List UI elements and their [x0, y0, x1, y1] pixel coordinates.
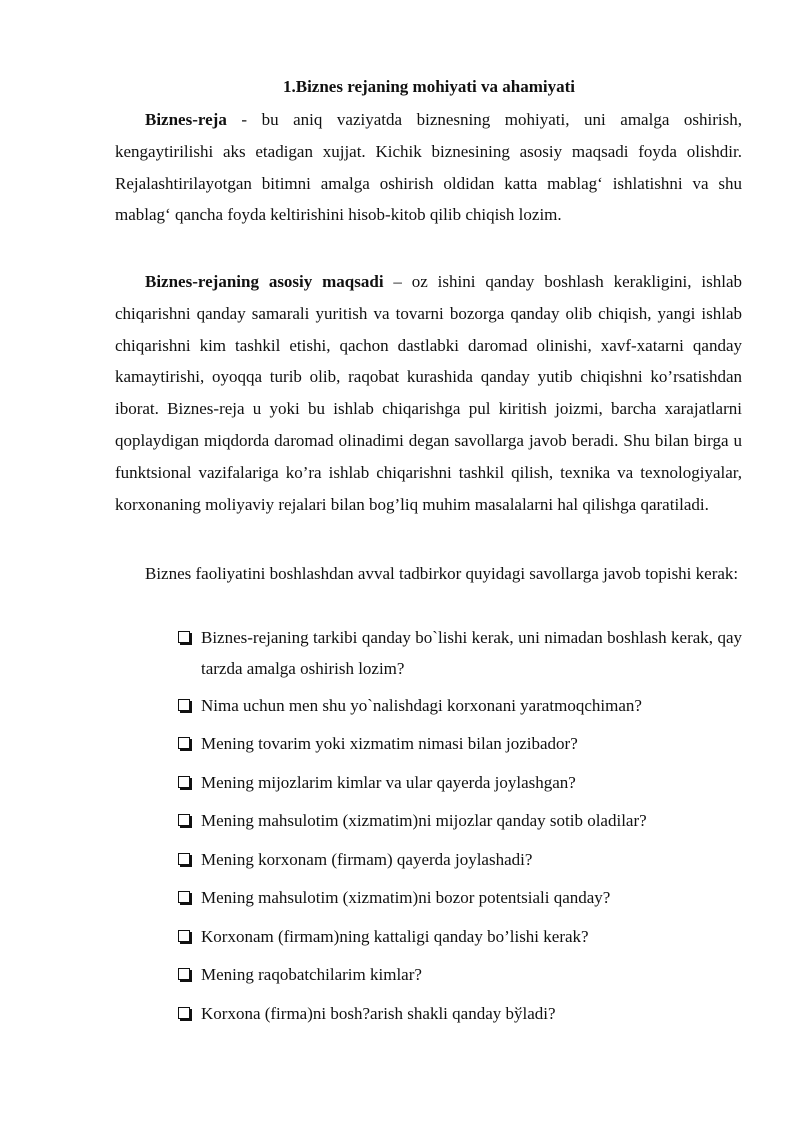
paragraph-purpose — [115, 266, 742, 520]
checkbox-icon — [178, 699, 190, 711]
list-item — [178, 844, 742, 875]
question-checklist — [178, 622, 742, 1036]
list-item-text: Mening tovarim yoki xizmatim nimasi bilan jozibador? — [201, 734, 578, 753]
checkbox-icon — [178, 853, 190, 865]
checkbox-icon — [178, 631, 190, 643]
list-item — [178, 690, 742, 721]
checkbox-icon — [178, 930, 190, 942]
paragraph-text: – oz ishini qanday boshlash kerakligini, ishlab chiqarishni qanday samarali yuritish va tovarni bozorga qanday olib chiqish, yangi ishlab chiqarishni kim tashkil etishi, qachon dastlabki daromad olinishi, xavf-xatarni qanday kamaytirishi, oyoqqa turib olib, raqobat kurashida qanday yutib chiqishni ko’rsatishdan iborat. Biznes-reja u yoki bu ishlab chiqarishga pul kiritish joizmi, barcha xarajatlarni qoplaydigan miqdorda daromad olinadimi degan savollarga javob beradi. Shu bilan birga u funktsional vazifalariga ko’ra ishlab chiqarishni tashkil qilish, texnika va texnologiyalar, korxonaning moliyaviy rejalari bilan bog’liq muhim masalalarni hal qilishga qaratiladi. — [115, 272, 742, 514]
paragraph-definition — [115, 104, 742, 231]
list-item-text: Mening mahsulotim (xizmatim)ni bozor potentsiali qanday? — [201, 888, 611, 907]
list-item-text: Mening mahsulotim (xizmatim)ni mijozlar qanday sotib oladilar? — [201, 811, 647, 830]
term-biznes-reja: Biznes-reja — [145, 110, 227, 129]
list-item — [178, 921, 742, 952]
list-item — [178, 959, 742, 990]
checkbox-icon — [178, 737, 190, 749]
paragraph-intro-questions — [115, 558, 742, 590]
section-heading: 1.Biznes rejaning mohiyati va ahamiyati — [283, 77, 575, 96]
list-item — [178, 998, 742, 1029]
list-item-text: Korxona (firma)ni bosh?arish shakli qanday bўladi? — [201, 1003, 556, 1023]
checkbox-icon — [178, 1007, 190, 1019]
list-item — [178, 805, 742, 836]
checkbox-icon — [178, 891, 190, 903]
list-item-text: Mening raqobatchilarim kimlar? — [201, 965, 422, 984]
list-item-text: Korxonam (firmam)ning kattaligi qanday bo’lishi kerak? — [201, 926, 589, 946]
list-item — [178, 622, 742, 684]
list-item-text: Nima uchun men shu yo`nalishdagi korxonani yaratmoqchiman? — [201, 695, 642, 715]
list-item — [178, 767, 742, 798]
checkbox-icon — [178, 968, 190, 980]
list-item-text: Biznes-rejaning tarkibi qanday bo`lishi kerak, uni nimadan boshlash kerak, qay tarzda amalga oshirish lozim? — [201, 628, 742, 678]
checkbox-icon — [178, 776, 190, 788]
checkbox-icon — [178, 814, 190, 826]
list-item-text: Mening korxonam (firmam) qayerda joylashadi? — [201, 849, 533, 869]
paragraph-text: - bu aniq vaziyatda biznesning mohiyati, uni amalga oshirish, kengaytirilishi aks etadigan xujjat. Kichik biznesining asosiy maqsadi foyda olishdir. Rejalashtirilayotgan bitimni amalga oshirish oldidan katta mablag‘ ishlatishni va shu mablag‘ qancha foyda keltirishini hisob-kitob qilib chiqish lozim. — [115, 110, 742, 225]
paragraph-text: Biznes faoliyatini boshlashdan avval tadbirkor quyidagi savollarga javob topishi kerak: — [145, 564, 739, 583]
list-item — [178, 728, 742, 759]
list-item — [178, 882, 742, 913]
list-item-text: Mening mijozlarim kimlar va ular qayerda joylashgan? — [201, 772, 576, 792]
term-asosiy-maqsad: Biznes-rejaning asosiy maqsadi — [145, 272, 384, 291]
